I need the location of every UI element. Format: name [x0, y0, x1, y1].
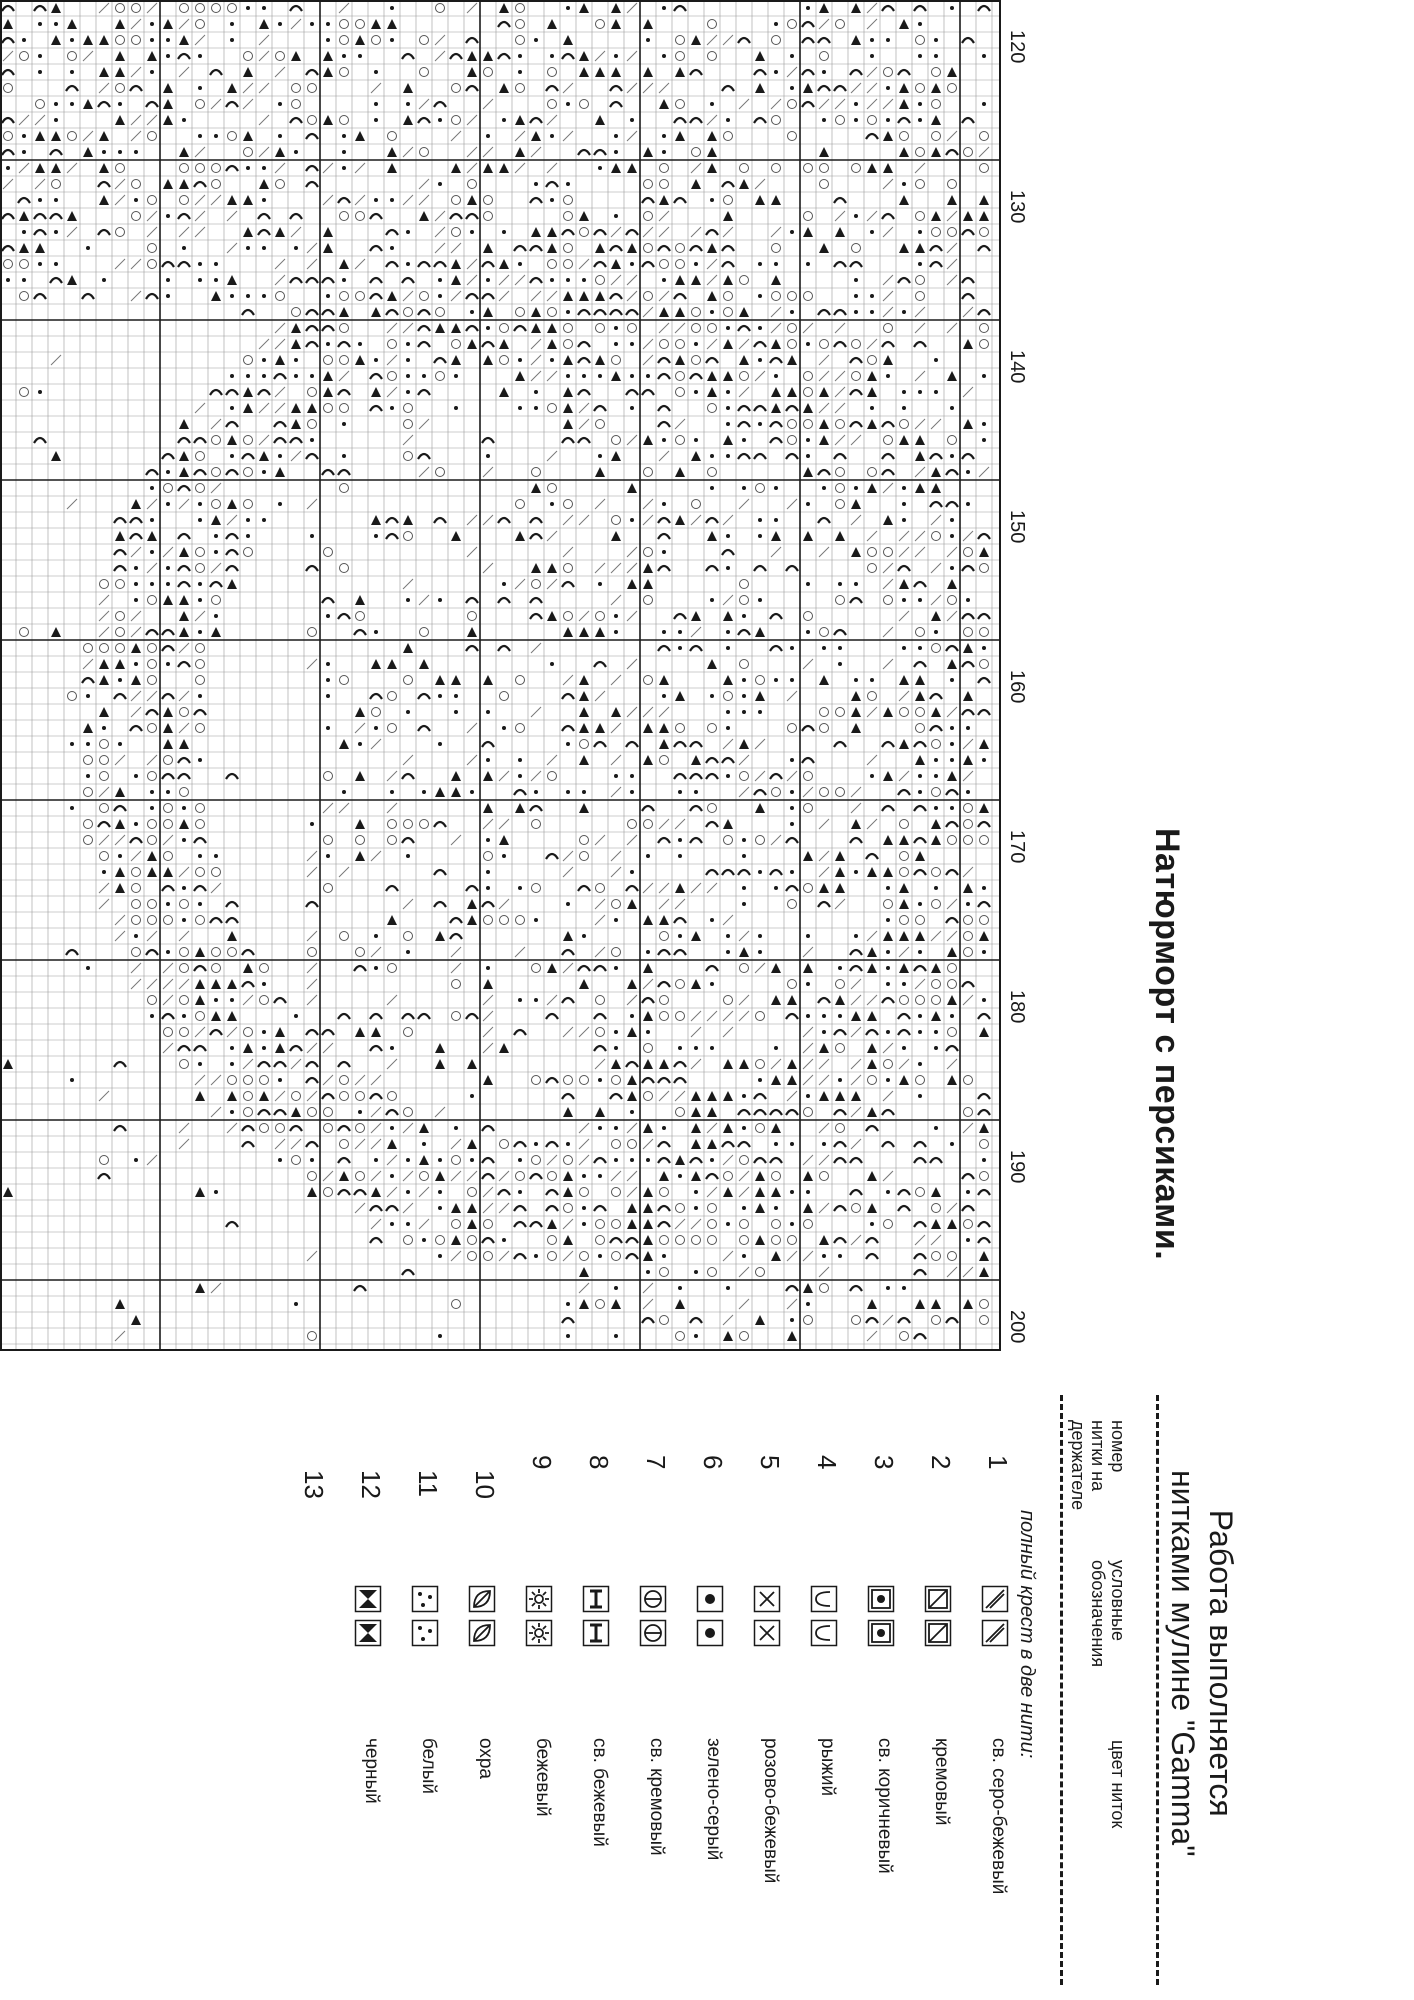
legend-color-name: охра: [475, 1738, 496, 1779]
header-dashed-rule: [1060, 1395, 1063, 1985]
diag-double-icon: [981, 1619, 1009, 1652]
legend-header-symbols: условные обозначения: [1088, 1560, 1128, 1668]
stitch-instruction-note: полный крест в две нити:: [1016, 1510, 1038, 1759]
legend-color-name: черный: [361, 1738, 382, 1804]
legend-color-name: зелено-серый: [703, 1738, 724, 1861]
row-number: 190: [1006, 1150, 1028, 1184]
thread-brand-heading: [1164, 1470, 1240, 1857]
row-number: 180: [1006, 990, 1028, 1024]
three-dots-icon: [411, 1585, 439, 1618]
legend-color-name: рыжий: [817, 1738, 838, 1797]
legend-number: 6: [698, 1455, 728, 1470]
thread-heading-line-2: нитками мулине "Gamma": [1165, 1470, 1201, 1857]
three-dots-icon: [411, 1619, 439, 1652]
row-number: 130: [1006, 190, 1028, 224]
row-number: 140: [1006, 350, 1028, 384]
legend-color-name: св. бежевый: [589, 1738, 610, 1847]
sun-icon: [525, 1619, 553, 1652]
row-number: 170: [1006, 830, 1028, 864]
leaf-icon: [468, 1585, 496, 1618]
row-number: 200: [1006, 1310, 1028, 1344]
filled-dot-icon: [696, 1585, 724, 1618]
legend-number: 13: [299, 1470, 329, 1499]
chart-grid-lines: [0, 0, 1000, 1350]
legend-number: 4: [812, 1455, 842, 1470]
x-cross-icon: [753, 1585, 781, 1618]
legend-number: 7: [641, 1455, 671, 1470]
theta-icon: [639, 1619, 667, 1652]
legend-color-name: св. кремовый: [646, 1738, 667, 1856]
legend-number: 10: [470, 1470, 500, 1499]
legend-number: 9: [527, 1455, 557, 1470]
diag-double-icon: [981, 1585, 1009, 1618]
legend-color-name: розово-бежевый: [760, 1738, 781, 1884]
legend-number: 11: [413, 1470, 443, 1497]
sun-icon: [525, 1585, 553, 1618]
legend-color-name: св. коричневый: [874, 1738, 895, 1874]
legend-color-name: кремовый: [931, 1738, 952, 1826]
hourglass-icon: [354, 1619, 382, 1652]
c-shape-icon: [810, 1585, 838, 1618]
legend-number: 12: [356, 1470, 386, 1499]
row-number: 120: [1006, 30, 1028, 64]
thread-heading-line-1: Работа выполняется: [1203, 1509, 1239, 1817]
legend-number: 2: [926, 1455, 956, 1470]
pattern-title: Натюрморт с персиками.: [1148, 828, 1186, 1261]
i-beam-icon: [582, 1585, 610, 1618]
box-slash-icon: [924, 1619, 952, 1652]
legend-number: 8: [584, 1455, 614, 1470]
legend-header-number: номер нитки на держателе: [1068, 1420, 1128, 1511]
box-slash-icon: [924, 1585, 952, 1618]
legend-header-color: цвет ниток: [1108, 1740, 1128, 1829]
legend-color-name: белый: [418, 1738, 439, 1794]
legend-color-name: св. серо-бежевый: [988, 1738, 1009, 1895]
row-number: 150: [1006, 510, 1028, 544]
legend-number: 5: [755, 1455, 785, 1470]
hourglass-icon: [354, 1585, 382, 1618]
row-number: 160: [1006, 670, 1028, 704]
i-beam-icon: [582, 1619, 610, 1652]
dot-in-box-icon: [867, 1585, 895, 1618]
filled-dot-icon: [696, 1619, 724, 1652]
c-shape-icon: [810, 1619, 838, 1652]
legend-number: 1: [983, 1455, 1013, 1470]
top-dashed-rule: [1156, 1395, 1159, 1985]
dot-in-box-icon: [867, 1619, 895, 1652]
leaf-icon: [468, 1619, 496, 1652]
x-cross-icon: [753, 1619, 781, 1652]
legend-color-name: бежевый: [532, 1738, 553, 1817]
legend-number: 3: [869, 1455, 899, 1470]
theta-icon: [639, 1585, 667, 1618]
